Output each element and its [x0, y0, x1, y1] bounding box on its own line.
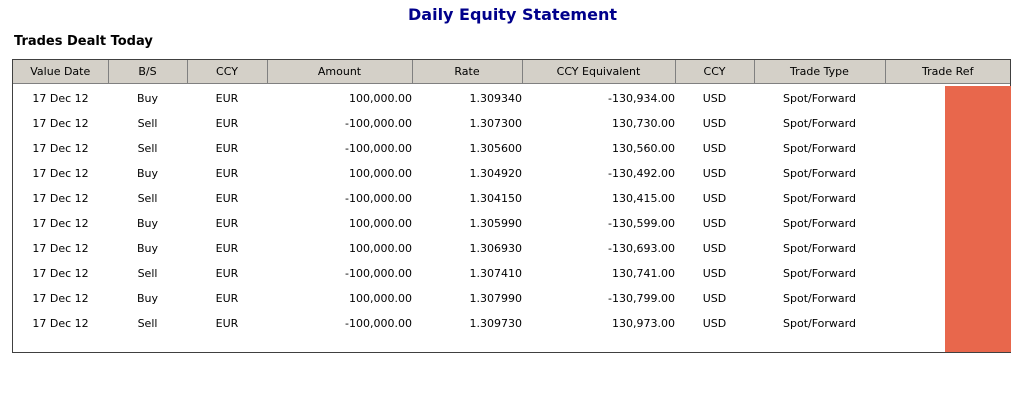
table-row[interactable]: [13, 311, 1010, 336]
cell-rate: 1.304920: [469, 167, 522, 180]
column-header-bs[interactable]: B/S: [108, 60, 187, 84]
cell-bs: Buy: [136, 92, 159, 105]
table-row[interactable]: [13, 161, 1010, 186]
cell-value-date: 17 Dec 12: [32, 217, 89, 230]
cell-ccy-2: USD: [702, 292, 727, 305]
cell-amount: -100,000.00: [345, 267, 412, 280]
cell-amount: 100,000.00: [349, 292, 412, 305]
cell-ccy-equivalent: -130,492.00: [608, 167, 675, 180]
cell-rate: 1.309340: [469, 92, 522, 105]
cell-rate: 1.304150: [469, 192, 522, 205]
cell-rate: 1.307990: [469, 292, 522, 305]
table-row[interactable]: [13, 186, 1010, 211]
column-header-rate[interactable]: Rate: [412, 60, 522, 84]
cell-ccy-2: USD: [702, 92, 727, 105]
cell-rate: 1.309730: [469, 317, 522, 330]
cell-rate: 1.307410: [469, 267, 522, 280]
cell-ccy: EUR: [215, 292, 239, 305]
cell-amount: -100,000.00: [345, 192, 412, 205]
column-header-value-date[interactable]: Value Date: [13, 60, 108, 84]
table-row[interactable]: [13, 84, 1010, 112]
cell-bs: Sell: [137, 267, 158, 280]
cell-ccy: EUR: [215, 317, 239, 330]
cell-amount: -100,000.00: [345, 117, 412, 130]
cell-rate: 1.306930: [469, 242, 522, 255]
cell-ccy: EUR: [215, 117, 239, 130]
cell-rate: 1.305600: [469, 142, 522, 155]
cell-trade-type: Spot/Forward: [783, 267, 856, 280]
cell-amount: 100,000.00: [349, 217, 412, 230]
cell-trade-type: Spot/Forward: [783, 167, 856, 180]
cell-ccy-equivalent: -130,599.00: [608, 217, 675, 230]
cell-ccy: EUR: [215, 142, 239, 155]
cell-bs: Buy: [136, 292, 159, 305]
cell-ccy: EUR: [215, 267, 239, 280]
cell-value-date: 17 Dec 12: [32, 142, 89, 155]
table-row[interactable]: [13, 236, 1010, 261]
cell-ccy-equivalent: 130,973.00: [612, 317, 675, 330]
cell-ccy: EUR: [215, 192, 239, 205]
cell-bs: Buy: [136, 217, 159, 230]
cell-ccy: EUR: [215, 167, 239, 180]
cell-value-date: 17 Dec 12: [32, 317, 89, 330]
column-header-ccy-2[interactable]: CCY: [675, 60, 754, 84]
trades-table: [13, 60, 1010, 336]
cell-bs: Buy: [136, 242, 159, 255]
cell-value-date: 17 Dec 12: [32, 117, 89, 130]
cell-trade-type: Spot/Forward: [783, 317, 856, 330]
cell-amount: -100,000.00: [345, 142, 412, 155]
cell-ccy: EUR: [215, 92, 239, 105]
cell-value-date: 17 Dec 12: [32, 267, 89, 280]
cell-ccy-2: USD: [702, 242, 727, 255]
cell-amount: 100,000.00: [349, 242, 412, 255]
cell-ccy: EUR: [215, 242, 239, 255]
table-row[interactable]: [13, 136, 1010, 161]
cell-ccy-equivalent: 130,560.00: [612, 142, 675, 155]
cell-trade-type: Spot/Forward: [783, 242, 856, 255]
cell-value-date: 17 Dec 12: [32, 242, 89, 255]
column-header-trade-ref[interactable]: Trade Ref: [885, 60, 1010, 84]
cell-value-date: 17 Dec 12: [32, 292, 89, 305]
page-title: Daily Equity Statement: [408, 5, 617, 24]
cell-rate: 1.305990: [469, 217, 522, 230]
cell-amount: -100,000.00: [345, 317, 412, 330]
cell-ccy-equivalent: -130,799.00: [608, 292, 675, 305]
cell-value-date: 17 Dec 12: [32, 92, 89, 105]
cell-trade-type: Spot/Forward: [783, 142, 856, 155]
cell-ccy-equivalent: -130,693.00: [608, 242, 675, 255]
cell-bs: Sell: [137, 142, 158, 155]
cell-ccy-equivalent: 130,415.00: [612, 192, 675, 205]
trade-ref-redaction: [945, 86, 1011, 352]
cell-bs: Sell: [137, 192, 158, 205]
column-header-ccy-equivalent[interactable]: CCY Equivalent: [522, 60, 675, 84]
cell-ccy-2: USD: [702, 142, 727, 155]
cell-ccy-2: USD: [702, 192, 727, 205]
cell-ccy: EUR: [215, 217, 239, 230]
cell-ccy-2: USD: [702, 267, 727, 280]
column-header-trade-type[interactable]: Trade Type: [754, 60, 885, 84]
cell-ccy-2: USD: [702, 117, 727, 130]
cell-ccy-2: USD: [702, 167, 727, 180]
cell-bs: Buy: [136, 167, 159, 180]
cell-trade-type: Spot/Forward: [783, 92, 856, 105]
cell-amount: 100,000.00: [349, 167, 412, 180]
cell-amount: 100,000.00: [349, 92, 412, 105]
table-header-row: [13, 60, 1010, 84]
trades-table-frame: [12, 59, 1011, 353]
cell-trade-type: Spot/Forward: [783, 117, 856, 130]
cell-ccy-equivalent: 130,741.00: [612, 267, 675, 280]
cell-value-date: 17 Dec 12: [32, 167, 89, 180]
table-row[interactable]: [13, 211, 1010, 236]
table-row[interactable]: [13, 261, 1010, 286]
cell-bs: Sell: [137, 117, 158, 130]
table-row[interactable]: [13, 286, 1010, 311]
cell-value-date: 17 Dec 12: [32, 192, 89, 205]
cell-trade-type: Spot/Forward: [783, 217, 856, 230]
cell-trade-type: Spot/Forward: [783, 192, 856, 205]
cell-ccy-equivalent: 130,730.00: [612, 117, 675, 130]
cell-rate: 1.307300: [469, 117, 522, 130]
cell-ccy-2: USD: [702, 317, 727, 330]
column-header-amount[interactable]: Amount: [267, 60, 412, 84]
cell-ccy-2: USD: [702, 217, 727, 230]
section-title: Trades Dealt Today: [14, 34, 153, 49]
cell-bs: Sell: [137, 317, 158, 330]
table-row[interactable]: [13, 111, 1010, 136]
column-header-ccy[interactable]: CCY: [187, 60, 267, 84]
cell-trade-type: Spot/Forward: [783, 292, 856, 305]
cell-ccy-equivalent: -130,934.00: [608, 92, 675, 105]
